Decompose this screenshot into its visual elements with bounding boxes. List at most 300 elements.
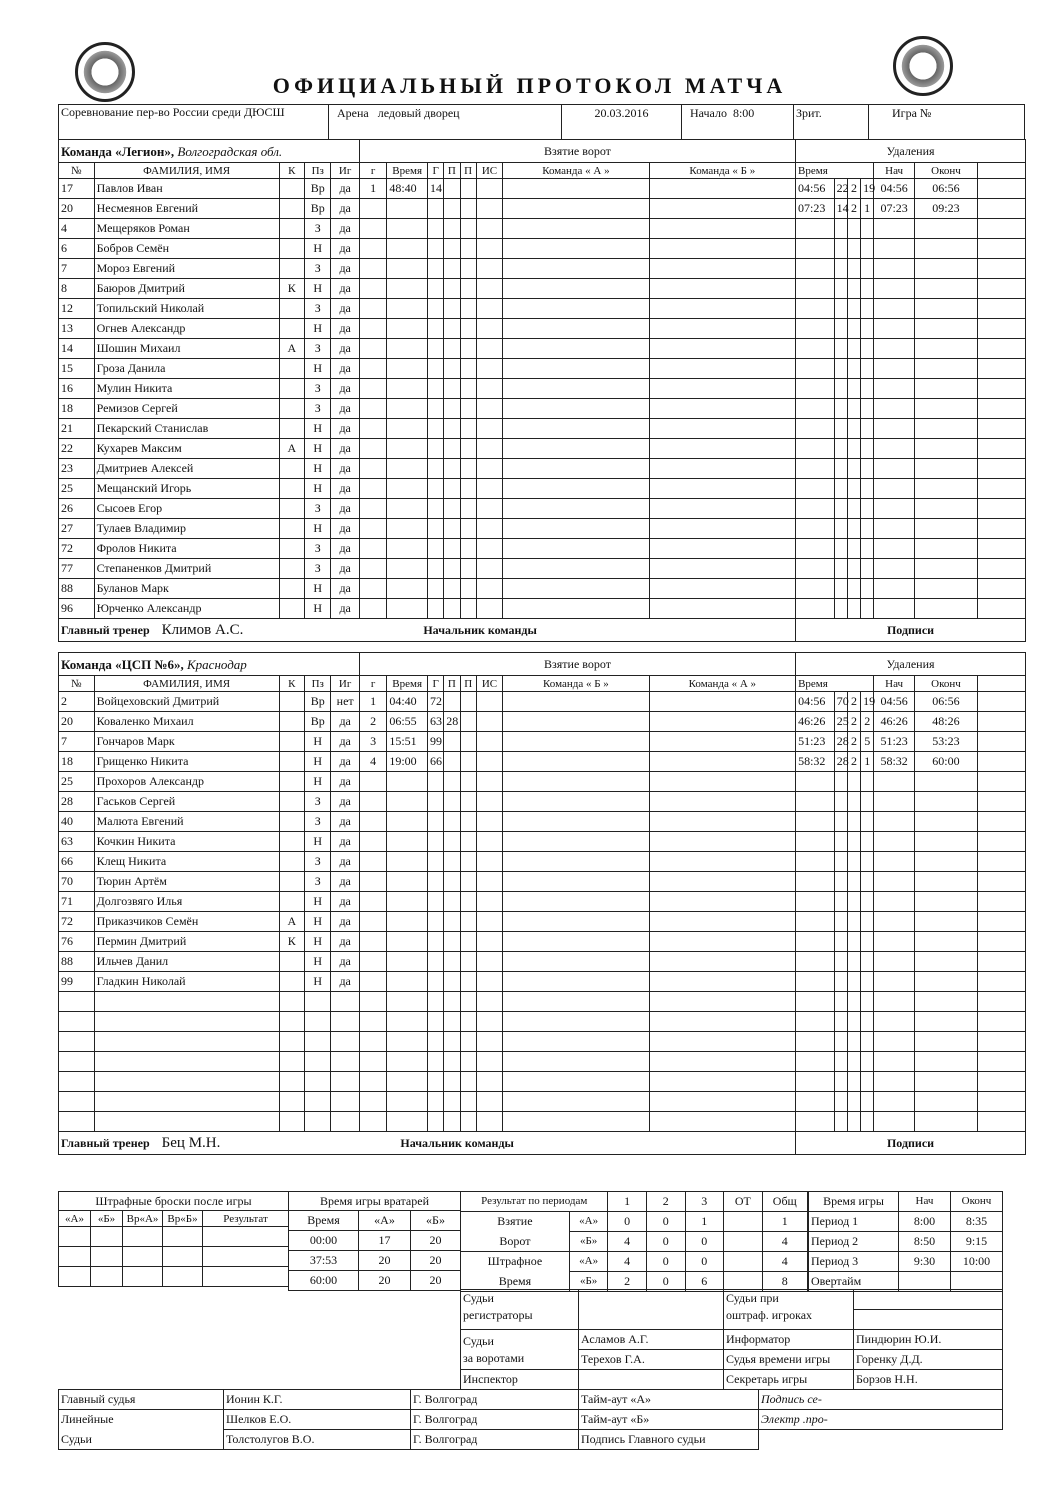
penalty-time bbox=[796, 1012, 835, 1032]
header-cell: ФАМИЛИЯ, ИМЯ bbox=[94, 676, 279, 692]
penalty-time: 07:23 bbox=[796, 199, 835, 219]
goal-time bbox=[387, 832, 428, 852]
goal-scorer bbox=[428, 772, 444, 792]
gt-cell: 10:00 bbox=[951, 1252, 1003, 1272]
grid-cell bbox=[503, 1072, 649, 1092]
line-ref-2-city: Г. Волгоград bbox=[411, 1430, 579, 1450]
player-name: Пермин Дмитрий bbox=[94, 932, 279, 952]
player-position: Н bbox=[305, 579, 331, 599]
grid-cell bbox=[977, 712, 1025, 732]
player-position: Н bbox=[305, 972, 331, 992]
penalty-start bbox=[874, 972, 915, 992]
penalty-player bbox=[834, 379, 847, 399]
grid-cell bbox=[977, 752, 1025, 772]
penalty-time: 04:56 bbox=[796, 179, 835, 199]
player-number bbox=[59, 1052, 95, 1072]
goal-assist-2 bbox=[460, 852, 476, 872]
penalty-end: 09:23 bbox=[914, 199, 977, 219]
grid-cell bbox=[503, 339, 649, 359]
goal-situation bbox=[476, 832, 502, 852]
grid-cell bbox=[649, 239, 795, 259]
goal-time bbox=[387, 279, 428, 299]
goal-number bbox=[359, 319, 386, 339]
penalty-code bbox=[861, 772, 874, 792]
goal-assist-2 bbox=[460, 599, 476, 619]
player-name: Тюрин Артём bbox=[94, 872, 279, 892]
grid-cell bbox=[649, 319, 795, 339]
goal-scorer bbox=[428, 852, 444, 872]
penalty-code bbox=[861, 339, 874, 359]
player-name: Ремизов Сергей bbox=[94, 399, 279, 419]
goal-time bbox=[387, 339, 428, 359]
player-name bbox=[94, 1012, 279, 1032]
grid-cell bbox=[649, 792, 795, 812]
grid-cell bbox=[649, 852, 795, 872]
penalty-code bbox=[861, 992, 874, 1012]
grid-cell bbox=[503, 1052, 649, 1072]
goal-assist-2 bbox=[460, 832, 476, 852]
player-captain bbox=[279, 579, 304, 599]
goal-time: 06:55 bbox=[387, 712, 428, 732]
grid-cell bbox=[649, 1032, 795, 1052]
penalty-start bbox=[874, 499, 915, 519]
goal-time bbox=[387, 219, 428, 239]
goal-scorer bbox=[427, 279, 443, 299]
player-position: Вр bbox=[305, 712, 331, 732]
penalty-time bbox=[796, 319, 835, 339]
period-cell: 0 bbox=[685, 1252, 724, 1272]
goal-assist-1 bbox=[444, 1052, 460, 1072]
goal-assist-2 bbox=[460, 519, 476, 539]
player-captain bbox=[279, 772, 304, 792]
penalties-title: Удаления bbox=[796, 140, 1026, 163]
player-name bbox=[94, 1092, 279, 1112]
goal-assist-1 bbox=[444, 279, 460, 299]
penalty-start bbox=[874, 892, 915, 912]
pim-label: Штрафное bbox=[461, 1252, 570, 1272]
player-row bbox=[59, 1052, 1026, 1072]
goal-assist-2 bbox=[460, 419, 476, 439]
grid-cell bbox=[977, 339, 1025, 359]
player-number: 20 bbox=[59, 712, 95, 732]
goal-situation bbox=[476, 712, 502, 732]
penalty-minutes: 2 bbox=[847, 199, 860, 219]
grid-cell bbox=[977, 439, 1025, 459]
player-played: да bbox=[331, 299, 359, 319]
header-cell: П bbox=[444, 676, 460, 692]
goal-assist-1 bbox=[444, 599, 460, 619]
penalty-time bbox=[796, 872, 835, 892]
player-position: Вр bbox=[305, 199, 331, 219]
main-ref: Ионин К.Г. bbox=[224, 1390, 411, 1410]
player-name: Юрченко Александр bbox=[94, 599, 279, 619]
goal-time bbox=[387, 479, 428, 499]
player-row bbox=[59, 1032, 1026, 1052]
penalty-start bbox=[874, 459, 915, 479]
grid-cell bbox=[649, 692, 795, 712]
grid-cell bbox=[977, 1032, 1025, 1052]
player-captain: А bbox=[279, 439, 304, 459]
penalty-start bbox=[874, 932, 915, 952]
goal-assist-1 bbox=[444, 992, 460, 1012]
shootout-col: Вр«А» bbox=[123, 1211, 163, 1227]
goal-assist-2 bbox=[460, 219, 476, 239]
goal-scorer bbox=[428, 1032, 444, 1052]
player-captain bbox=[279, 239, 304, 259]
goal-assist-2 bbox=[460, 712, 476, 732]
goal-time bbox=[387, 539, 428, 559]
line-ref-1-city: Г. Волгоград bbox=[411, 1410, 579, 1430]
penalty-minutes bbox=[847, 792, 860, 812]
penalty-minutes bbox=[847, 952, 860, 972]
gk-cell: 20 bbox=[411, 1251, 461, 1271]
penalty-code bbox=[861, 1012, 874, 1032]
inspector-value bbox=[579, 1370, 724, 1390]
penalty-time bbox=[796, 792, 835, 812]
penalty-end bbox=[914, 479, 977, 499]
penalty-code bbox=[861, 1112, 874, 1132]
player-position: Н bbox=[305, 952, 331, 972]
goal-assist-1 bbox=[444, 872, 460, 892]
officials-table bbox=[460, 1289, 1003, 1390]
player-name bbox=[94, 1032, 279, 1052]
main-ref-city: Г. Волгоград bbox=[411, 1390, 579, 1410]
player-number: 8 bbox=[59, 279, 95, 299]
player-row bbox=[59, 992, 1026, 1012]
player-played: да bbox=[331, 732, 359, 752]
player-captain bbox=[279, 359, 304, 379]
player-number: 40 bbox=[59, 812, 95, 832]
goal-scorer bbox=[427, 199, 443, 219]
grid-cell bbox=[977, 692, 1025, 712]
penalty-time bbox=[796, 219, 835, 239]
goal-number bbox=[359, 772, 386, 792]
grid-cell bbox=[503, 772, 649, 792]
shootout-col: Вр«Б» bbox=[163, 1211, 203, 1227]
penalty-time bbox=[796, 339, 835, 359]
grid-cell bbox=[977, 279, 1025, 299]
goal-scorer bbox=[428, 1012, 444, 1032]
penalty-end bbox=[914, 239, 977, 259]
player-position: Н bbox=[305, 459, 331, 479]
penalty-player bbox=[834, 419, 847, 439]
grid-cell bbox=[977, 772, 1025, 792]
goal-scorer bbox=[427, 539, 443, 559]
player-played: да bbox=[331, 599, 359, 619]
gt-cell: 8:00 bbox=[899, 1212, 951, 1232]
grid-cell bbox=[649, 992, 795, 1012]
goal-scorer: 63 bbox=[428, 712, 444, 732]
penalty-code: 19 bbox=[861, 179, 874, 199]
penalty-player: 14 bbox=[834, 199, 847, 219]
goal-number bbox=[359, 1032, 386, 1052]
penalty-player bbox=[834, 832, 847, 852]
penalty-code bbox=[861, 599, 874, 619]
goal-assist-2 bbox=[460, 279, 476, 299]
gt-title: Время игры bbox=[809, 1192, 899, 1212]
penalty-end bbox=[914, 359, 977, 379]
goal-assist-1 bbox=[444, 419, 460, 439]
penalty-start bbox=[874, 399, 915, 419]
player-name: Клещ Никита bbox=[94, 852, 279, 872]
penalty-time bbox=[796, 852, 835, 872]
penalty-minutes bbox=[847, 239, 860, 259]
goal-assist-2 bbox=[460, 399, 476, 419]
goal-situation bbox=[476, 459, 502, 479]
penalty-player bbox=[834, 972, 847, 992]
gt-end-head: Оконч bbox=[951, 1192, 1003, 1212]
player-position: Н bbox=[305, 279, 331, 299]
header-cell: Пз bbox=[305, 163, 331, 179]
penalty-player bbox=[834, 219, 847, 239]
player-number bbox=[59, 1032, 95, 1052]
grid-cell bbox=[503, 199, 649, 219]
goal-situation bbox=[476, 1052, 502, 1072]
penalty-end bbox=[914, 952, 977, 972]
grid-cell bbox=[503, 992, 649, 1012]
player-number: 20 bbox=[59, 199, 95, 219]
goal-assist-1 bbox=[444, 179, 460, 199]
penalty-end bbox=[914, 912, 977, 932]
start-time: Начало 8:00 bbox=[682, 105, 794, 140]
goal-assist-1 bbox=[444, 1072, 460, 1092]
penalty-player: 28 bbox=[834, 752, 847, 772]
head-coach: Бец М.Н. bbox=[161, 1134, 221, 1151]
penalty-end bbox=[914, 539, 977, 559]
goal-assist-1 bbox=[444, 339, 460, 359]
grid-cell bbox=[977, 892, 1025, 912]
penalty-minutes: 2 bbox=[847, 692, 860, 712]
player-captain: А bbox=[279, 912, 304, 932]
player-name: Гаськов Сергей bbox=[94, 792, 279, 812]
goal-number bbox=[359, 1012, 386, 1032]
line-ref-2: Толстолугов В.О. bbox=[224, 1430, 411, 1450]
goal-time bbox=[387, 1052, 428, 1072]
player-position: Н bbox=[305, 519, 331, 539]
penalty-time: 46:26 bbox=[796, 712, 835, 732]
coach-row: Главный тренер Бец М.Н. Начальник команды bbox=[59, 1132, 796, 1155]
player-number: 72 bbox=[59, 539, 95, 559]
goal-assist-1 bbox=[444, 319, 460, 339]
player-name: Малюта Евгений bbox=[94, 812, 279, 832]
period-col: ОТ bbox=[724, 1192, 763, 1212]
penalty-start: 58:32 bbox=[874, 752, 915, 772]
grid-cell bbox=[649, 599, 795, 619]
penalty-code bbox=[861, 539, 874, 559]
header-cell: ИС bbox=[476, 163, 502, 179]
player-played bbox=[331, 1012, 359, 1032]
grid-cell bbox=[977, 792, 1025, 812]
player-position: Н bbox=[305, 752, 331, 772]
player-row bbox=[59, 752, 1026, 772]
goal-number bbox=[359, 852, 386, 872]
player-played: да bbox=[331, 439, 359, 459]
penalty-minutes: 2 bbox=[847, 712, 860, 732]
player-name: Приказчиков Семён bbox=[94, 912, 279, 932]
shootout-col: Результат bbox=[203, 1211, 289, 1227]
goal-situation bbox=[476, 1032, 502, 1052]
gk-time-table bbox=[288, 1191, 461, 1291]
penalty-minutes: 2 bbox=[847, 179, 860, 199]
player-number bbox=[59, 992, 95, 1012]
goal-number bbox=[359, 399, 386, 419]
penalty-end bbox=[914, 319, 977, 339]
goal-assist-2 bbox=[460, 912, 476, 932]
player-number: 16 bbox=[59, 379, 95, 399]
player-captain bbox=[279, 199, 304, 219]
player-captain bbox=[279, 952, 304, 972]
penalty-time bbox=[796, 479, 835, 499]
player-name: Шошин Михаил bbox=[94, 339, 279, 359]
player-row bbox=[59, 439, 1026, 459]
main-ref-label: Главный судья bbox=[59, 1390, 224, 1410]
gk-cell: 00:00 bbox=[289, 1231, 359, 1251]
player-position: Н bbox=[305, 772, 331, 792]
shootout-title: Штрафные броски после игры bbox=[59, 1192, 289, 1211]
penalty-player bbox=[834, 1072, 847, 1092]
grid-cell bbox=[503, 459, 649, 479]
player-row bbox=[59, 539, 1026, 559]
goal-situation bbox=[476, 852, 502, 872]
goal-time bbox=[387, 419, 428, 439]
penalty-minutes bbox=[847, 932, 860, 952]
penalty-player bbox=[834, 852, 847, 872]
player-position: Н bbox=[305, 319, 331, 339]
penalty-minutes bbox=[847, 519, 860, 539]
player-row bbox=[59, 179, 1026, 199]
player-row bbox=[59, 579, 1026, 599]
player-captain bbox=[279, 992, 304, 1012]
player-row bbox=[59, 772, 1026, 792]
player-played: да bbox=[331, 972, 359, 992]
player-played bbox=[331, 1072, 359, 1092]
team-b-section bbox=[58, 652, 1026, 1155]
header-cell: П bbox=[460, 163, 476, 179]
grid-cell bbox=[503, 712, 649, 732]
period-cell bbox=[724, 1252, 763, 1272]
goal-situation bbox=[476, 1092, 502, 1112]
header-cell: Команда « Б » bbox=[503, 676, 649, 692]
penalty-time bbox=[796, 1112, 835, 1132]
penalty-time bbox=[796, 419, 835, 439]
spectators: Зрит. bbox=[794, 105, 869, 140]
penalty-time bbox=[796, 1072, 835, 1092]
player-captain bbox=[279, 1112, 304, 1132]
goal-assist-2 bbox=[460, 1012, 476, 1032]
penalty-end bbox=[914, 1072, 977, 1092]
header-cell: Иг bbox=[331, 676, 359, 692]
period-results-table bbox=[460, 1191, 808, 1292]
player-position: З bbox=[305, 259, 331, 279]
player-played: да bbox=[331, 892, 359, 912]
penalty-end bbox=[914, 379, 977, 399]
penalty-end bbox=[914, 519, 977, 539]
timekeeper: Горенку Д.Д. bbox=[854, 1350, 1003, 1370]
goal-situation bbox=[476, 179, 502, 199]
player-played: да bbox=[331, 319, 359, 339]
penalty-minutes bbox=[847, 812, 860, 832]
grid-cell bbox=[503, 852, 649, 872]
player-captain bbox=[279, 1092, 304, 1112]
player-number: 23 bbox=[59, 459, 95, 479]
player-played: да bbox=[331, 872, 359, 892]
goal-assist-2 bbox=[460, 812, 476, 832]
reg-judges-label: Судьи регистраторы bbox=[461, 1290, 579, 1330]
player-row bbox=[59, 319, 1026, 339]
penalty-player bbox=[834, 992, 847, 1012]
penalty-end bbox=[914, 1092, 977, 1112]
blank-cell bbox=[759, 1430, 1003, 1450]
team-title: Команда «Легион», Волгоградская обл. bbox=[59, 140, 360, 163]
player-name: Буланов Марк bbox=[94, 579, 279, 599]
player-captain bbox=[279, 379, 304, 399]
goal-time: 15:51 bbox=[387, 732, 428, 752]
player-row bbox=[59, 359, 1026, 379]
grid-cell bbox=[649, 199, 795, 219]
grid-cell bbox=[977, 599, 1025, 619]
grid-cell bbox=[649, 872, 795, 892]
goal-assist-1 bbox=[444, 912, 460, 932]
goal-scorer bbox=[428, 792, 444, 812]
player-name: Долгозвяго Илья bbox=[94, 892, 279, 912]
goal-scorer bbox=[427, 559, 443, 579]
penalty-code bbox=[861, 459, 874, 479]
goals-title: Взятие ворот bbox=[359, 140, 795, 163]
grid-cell bbox=[977, 972, 1025, 992]
goal-situation bbox=[476, 299, 502, 319]
goal-time bbox=[387, 199, 428, 219]
goal-situation bbox=[476, 579, 502, 599]
goal-assist-1 bbox=[444, 752, 460, 772]
goal-assist-1 bbox=[444, 399, 460, 419]
goal-number: 1 bbox=[359, 692, 386, 712]
penalty-minutes bbox=[847, 559, 860, 579]
goal-time bbox=[387, 579, 428, 599]
player-captain bbox=[279, 459, 304, 479]
goal-assist-1 bbox=[444, 972, 460, 992]
penalty-code bbox=[861, 439, 874, 459]
period-cell: 4 bbox=[608, 1252, 647, 1272]
grid-cell bbox=[977, 379, 1025, 399]
penalty-minutes bbox=[847, 832, 860, 852]
goal-situation bbox=[476, 992, 502, 1012]
grid-cell bbox=[977, 239, 1025, 259]
goal-assist-1 bbox=[444, 239, 460, 259]
grid-cell bbox=[649, 279, 795, 299]
player-row bbox=[59, 1012, 1026, 1032]
player-name bbox=[94, 1052, 279, 1072]
goal-situation bbox=[476, 559, 502, 579]
grid-cell bbox=[649, 812, 795, 832]
penalty-player bbox=[834, 459, 847, 479]
grid-cell bbox=[503, 539, 649, 559]
grid-cell bbox=[503, 219, 649, 239]
secretary: Борзов Н.Н. bbox=[854, 1370, 1003, 1390]
goal-number bbox=[359, 259, 386, 279]
penalty-player bbox=[834, 792, 847, 812]
goal-assist-2 bbox=[460, 299, 476, 319]
player-captain bbox=[279, 219, 304, 239]
player-captain: А bbox=[279, 339, 304, 359]
goal-scorer: 14 bbox=[427, 179, 443, 199]
player-played bbox=[331, 1092, 359, 1112]
penalty-end bbox=[914, 499, 977, 519]
gk-cell: 20 bbox=[411, 1271, 461, 1291]
penalty-start bbox=[874, 812, 915, 832]
goal-assist-2 bbox=[460, 339, 476, 359]
penalty-code bbox=[861, 519, 874, 539]
header-cell: Время bbox=[796, 163, 874, 179]
